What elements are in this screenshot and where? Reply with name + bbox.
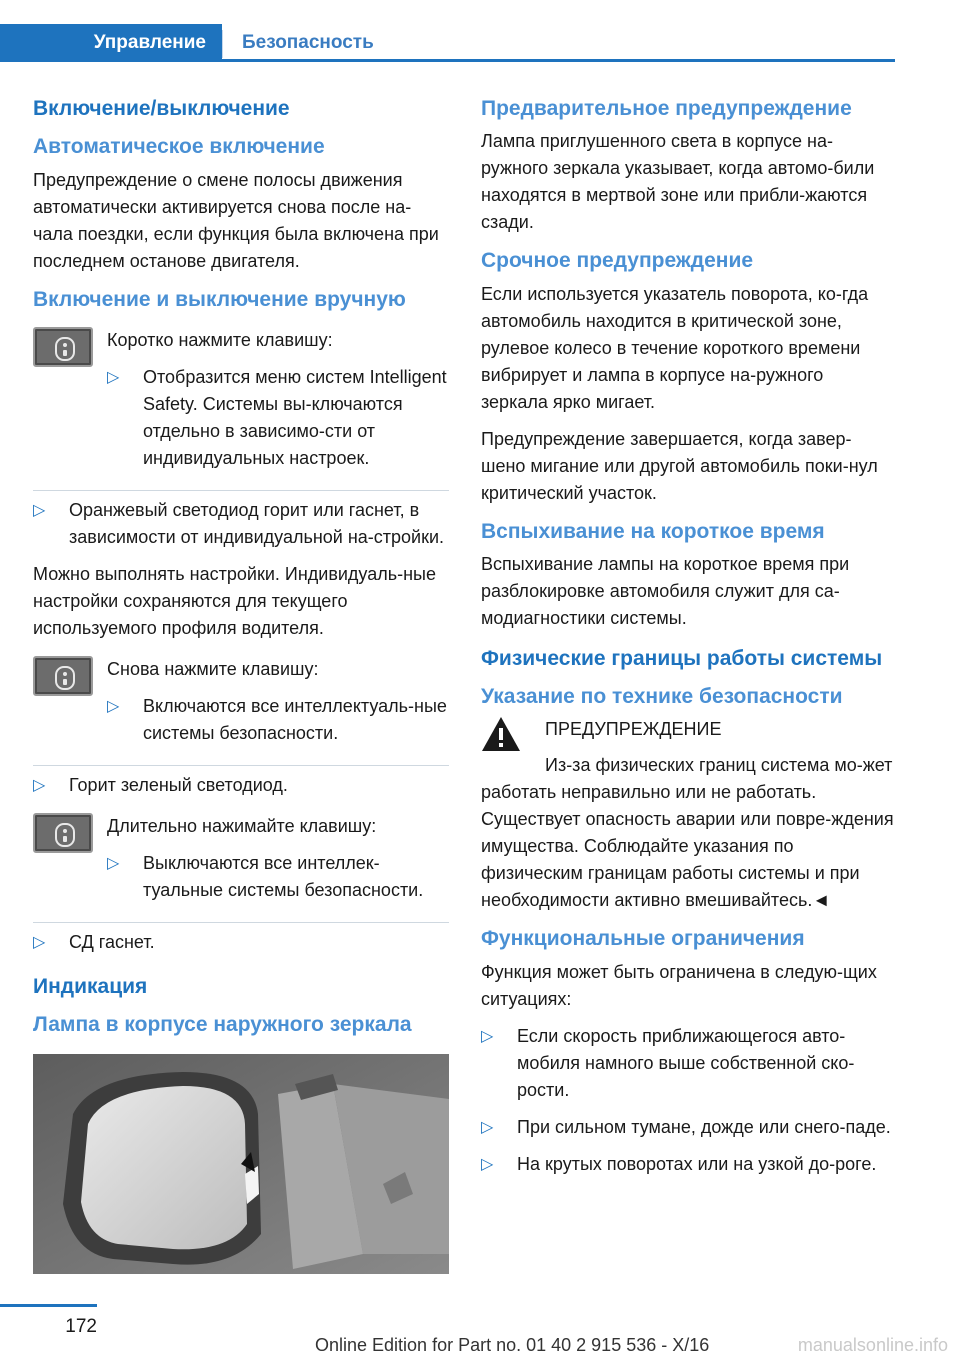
key1-text: Коротко нажмите клавишу: [107, 329, 333, 350]
key-step-1 [33, 327, 449, 482]
right-column [481, 96, 895, 1188]
urgent-text: Если используется указатель поворота, ко-гда автомобиль находится в критической зоне, рулевое колесо в течение короткого времени вибрирует и лампа в корпусе на-ружного зеркала ярко мигает. [481, 283, 869, 412]
indication-heading: Индикация [33, 974, 148, 998]
list-item: ▷ СД гаснет. [33, 929, 449, 956]
key-step-2 [33, 656, 449, 757]
limits-heading: Физические границы работы системы [481, 646, 883, 670]
tab-divider [222, 30, 223, 58]
func-list [481, 1023, 895, 1178]
bullet-triangle-icon: ▷ [481, 1155, 494, 1173]
bullet-triangle-icon: ▷ [107, 854, 120, 872]
safety-key-icon [33, 656, 93, 696]
bullet-triangle-icon: ▷ [33, 776, 46, 794]
list-item: ▷ Включаются все интеллектуаль-ные системы безопасности. [107, 693, 449, 747]
tab-safety[interactable]: Безопасность [242, 32, 374, 53]
divider [33, 765, 449, 766]
safety-key-icon [33, 327, 93, 367]
bullet-triangle-icon: ▷ [481, 1118, 494, 1136]
flash-text: Вспыхивание лампы на короткое время при разблокировке автомобиля служит для са-модиагностики системы. [481, 553, 850, 628]
warning-text: Из-за физических границ система мо-жет работать неправильно или не работать. Существует опасность аварии или повре-ждения имущества. Соблюдайте указания по физическим границам работы системы и при необходимости активно вмешивайтесь.◄ [481, 755, 894, 911]
page-number-rule [0, 1304, 97, 1307]
prewarn-heading: Предварительное предупреждение [481, 97, 852, 120]
list-item: ▷ Выключаются все интеллек-туальные системы безопасности. [107, 850, 449, 904]
flash-heading: Вспыхивание на короткое время [481, 519, 825, 543]
manual-heading: Включение и выключение вручную [33, 287, 406, 311]
auto-heading: Автоматическое включение [33, 135, 325, 159]
bullet-triangle-icon: ▷ [107, 368, 120, 386]
list-item: ▷ На крутых поворотах или на узкой до-роге. [481, 1151, 895, 1178]
mirror-heading: Лампа в корпусе наружного зеркала [33, 1013, 412, 1036]
bullet-triangle-icon: ▷ [33, 933, 46, 951]
list-item: ▷ Если скорость приближающегося авто-мобиля намного выше собственной ско-рости. [481, 1023, 895, 1104]
safety-heading: Указание по технике безопасности [481, 685, 843, 708]
key3-text: Длительно нажимайте клавишу: [107, 815, 377, 836]
list-item: ▷ Отобразится меню систем Intelligent Safety. Системы вы-ключаются отдельно в зависимо-сти от индивидуальных настроек. [107, 364, 449, 472]
bullet-triangle-icon: ▷ [481, 1027, 494, 1045]
tab-controls[interactable]: Управление [0, 24, 222, 62]
warning-triangle-icon [481, 716, 521, 752]
safety-key-icon [33, 813, 93, 853]
list-item: ▷ Оранжевый светодиод горит или гаснет, в зависимости от индивидуальной на-стройки. [33, 497, 449, 551]
section-title: Включение/выключение [33, 97, 290, 120]
left-column [33, 96, 449, 1274]
mirror-illustration [33, 1054, 449, 1274]
warning-title: ПРЕДУПРЕЖДЕНИЕ [545, 719, 722, 740]
page-number: 172 [65, 1316, 97, 1337]
func-heading: Функциональные ограничения [481, 927, 805, 951]
divider [33, 922, 449, 923]
watermark: manualsonline.info [797, 1335, 948, 1355]
list-item: ▷ При сильном тумане, дожде или снего-паде. [481, 1114, 895, 1141]
bullet-triangle-icon: ▷ [107, 697, 120, 715]
urgent-heading: Срочное предупреждение [481, 249, 754, 273]
edition-footer: Online Edition for Part no. 01 40 2 915 536 - X/16 [315, 1335, 710, 1355]
divider [33, 490, 449, 491]
auto-text: Предупреждение о смене полосы движения автоматически активируется снова после на-чала поездки, если функция была включена при последнем останове двигателя. [33, 169, 439, 271]
settings-text: Можно выполнять настройки. Индивидуаль-ные настройки сохраняются для текущего используемого профиля водителя. [33, 563, 437, 638]
list-item: ▷ Горит зеленый светодиод. [33, 772, 449, 799]
bullet-triangle-icon: ▷ [33, 501, 46, 519]
func-text: Функция может быть ограничена в следую-щих ситуациях: [481, 961, 877, 1009]
prewarn-text: Лампа приглушенного света в корпусе на-ружного зеркала указывает, когда автомо-били находятся в мертвой зоне или прибли-жаются сзади. [481, 131, 875, 233]
key-step-3 [33, 813, 449, 914]
key2-text: Снова нажмите клавишу: [107, 658, 319, 679]
urgent-text-2: Предупреждение завершается, когда завер-шено мигание или другой автомобиль поки-нул критический участок. [481, 428, 878, 503]
warning-block [481, 716, 895, 752]
section-tabs [0, 24, 895, 62]
